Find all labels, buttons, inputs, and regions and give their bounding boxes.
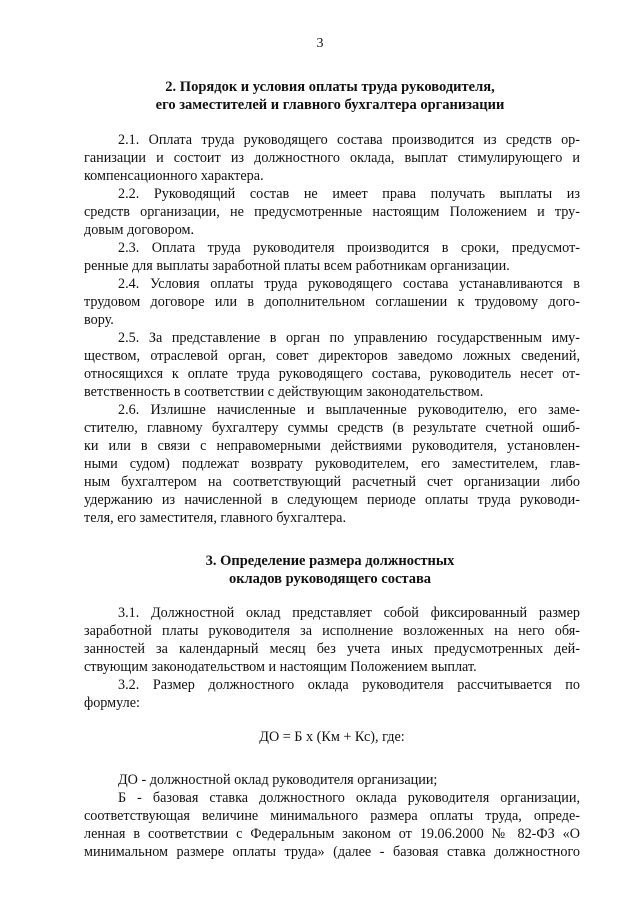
text-line: 2.5. За представление в орган по управлению государственным иму- [118,330,580,346]
paragraph-2-3 [84,239,580,275]
text-line: минимальном размере оплаты труда» (далее - базовая ставка должностного [84,844,580,860]
paragraph-2-6 [84,401,580,527]
text-line: ществом, отраслевой орган, совет директоров заведомо ложных сведений, [84,348,580,364]
text-line: 2.3. Оплата труда руководителя производится в сроки, предусмот- [118,240,580,256]
section-3-heading [80,552,580,588]
section-3-heading-line-1: 3. Определение размера должностных [205,553,455,569]
paragraph-2-5 [84,329,580,401]
text-line: удержанию из начисленной в следующем периоде оплаты труда руководи- [84,492,580,508]
text-line: относящихся к оплате труда руководящего состава, руководитель несет от- [84,366,580,382]
text-line: трудовом договоре или в дополнительном соглашении к трудовому дого- [84,294,580,310]
text-line: 2.1. Оплата труда руководящего состава производится из средств ор- [118,132,580,148]
text-line: стителю, главному бухгалтеру суммы средств (в результате счетной ошиб- [84,420,580,436]
text-line: ленная в соответствии с Федеральным законом от 19.06.2000 № 82-ФЗ «О [84,826,580,842]
paragraph-3-2 [84,676,580,712]
paragraph-2-4 [84,275,580,329]
salary-formula: ДО = Б х (Км + Кс), где: [259,729,405,745]
text-line: 2.2. Руководящий состав не имеет права получать выплаты из [118,186,580,202]
text-line: вору. [84,312,114,328]
text-line: ДО - должностной оклад руководителя организации; [118,772,438,788]
section-2-heading-line-2: его заместителей и главного бухгалтера организации [155,97,505,113]
paragraph-2-1 [84,131,580,185]
text-line: заработной платы руководителя за исполнение возложенных на него обя- [84,623,580,639]
text-line: ганизации и состоит из должностного оклада, выплат стимулирующего и [84,150,580,166]
section-3-heading-line-2: окладов руководящего состава [228,571,432,587]
text-line: компенсационного характера. [84,168,264,184]
paragraph-3-1 [84,604,580,676]
text-line: ренные для выплаты заработной платы всем работникам организации. [84,258,510,274]
text-line: формуле: [84,695,140,711]
definition-do [84,771,580,789]
paragraph-2-2 [84,185,580,239]
text-line: Б - базовая ставка должностного оклада руководителя организации, [118,790,580,806]
text-line: 3.2. Размер должностного оклада руководителя рассчитывается по [118,677,580,693]
text-line: средств организации, не предусмотренные настоящим Положением и тру- [84,204,580,220]
text-line: ными судом) подлежат возврату руководителем, его заместителем, глав- [84,456,580,472]
text-line: 2.4. Условия оплаты труда руководящего состава устанавливаются в [118,276,580,292]
text-line: ветственность в соответствии с действующим законодательством. [84,384,484,400]
section-2-heading-line-1: 2. Порядок и условия оплаты труда руководителя, [165,79,495,95]
text-line: ным бухгалтером на соответствующий расчетный счет организации либо [84,474,580,490]
section-2-heading [80,78,580,114]
text-line: ки или в связи с неправомерными действиями руководителя, установлен- [84,438,580,454]
text-line: довым договором. [84,222,195,238]
text-line: соответствующая величине минимального размера оплаты труда, опреде- [84,808,580,824]
text-line: занностей за календарный месяц без учета иных предусмотренных дей- [84,641,580,657]
page-number: 3 [316,36,324,51]
definition-b [84,789,580,861]
text-line: 3.1. Должностной оклад представляет собой фиксированный размер [118,605,580,621]
text-line: ствующим законодательством и настоящим Положением выплат. [84,659,477,675]
text-line: 2.6. Излишне начисленные и выплаченные руководителю, его заме- [118,402,580,418]
text-line: теля, его заместителя, главного бухгалтера. [84,510,347,526]
